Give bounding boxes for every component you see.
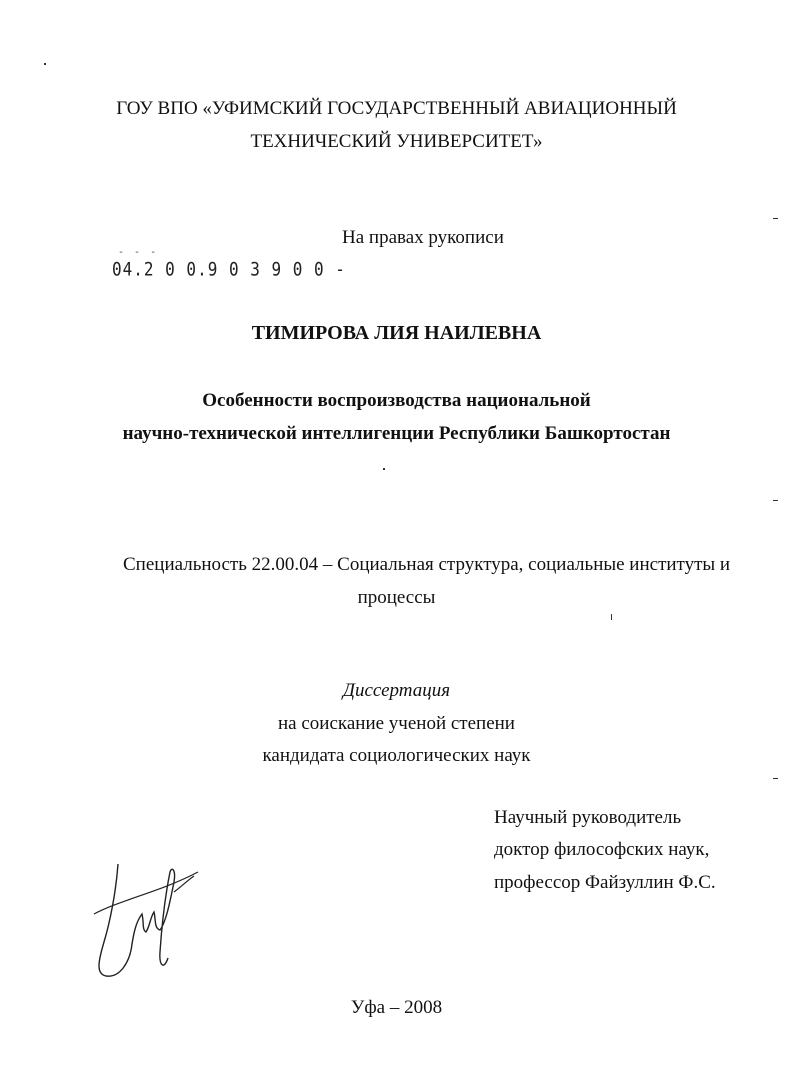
degree-line-2: на соискание ученой степени <box>278 713 515 734</box>
scan-mark <box>773 778 778 779</box>
scan-mark <box>611 614 612 620</box>
title-line-1: Особенности воспроизводства национальной <box>202 390 591 411</box>
supervisor-line-3: профессор Файзуллин Ф.С. <box>494 872 716 893</box>
specialty-line-1: Специальность 22.00.04 – Социальная структура, социальные институты и <box>123 554 731 575</box>
title-line-2: научно-технической интеллигенции Республики Башкортостан <box>122 423 671 444</box>
scan-mark <box>773 500 778 501</box>
manuscript-note: На правах рукописи <box>342 227 504 248</box>
supervisor-line-2: доктор философских наук, <box>494 839 710 860</box>
degree-type: Диссертация <box>342 680 451 701</box>
supervisor-line-1: Научный руководитель <box>494 807 682 828</box>
scan-mark <box>383 468 385 470</box>
stamp-mark: - - - <box>118 247 159 258</box>
registration-stamp: 04.2 0 0.9 0 3 9 0 0 - <box>112 258 346 280</box>
scan-mark <box>773 218 778 219</box>
specialty-line-2: процессы <box>357 587 436 608</box>
institution-line-1: ГОУ ВПО «УФИМСКИЙ ГОСУДАРСТВЕННЫЙ АВИАЦИОННЫЙ <box>116 98 677 119</box>
degree-line-3: кандидата социологических наук <box>262 745 531 766</box>
institution-line-2: ТЕХНИЧЕСКИЙ УНИВЕРСИТЕТ» <box>250 131 543 152</box>
handwritten-signature <box>90 852 200 977</box>
scan-mark <box>44 63 46 65</box>
author-name: ТИМИРОВА ЛИЯ НАИЛЕВНА <box>251 322 542 344</box>
footer-city-year: Уфа – 2008 <box>350 997 443 1018</box>
